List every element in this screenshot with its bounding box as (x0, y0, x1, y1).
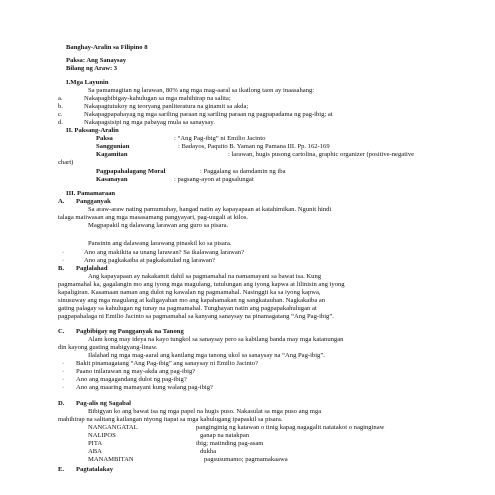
paksa-value: : “Ang Pag-ibig” ni Emilio Jacinto (174, 135, 266, 142)
bullet-marker: · (62, 360, 65, 367)
kasanayan-label: Kasanayan (96, 176, 128, 183)
paglalahad-paragraph-line: kapaligiran. Kasamaan naman ang dulot ng kawalan ng pagmamahal. Nasinggit ka sa iyong kapwa, (58, 289, 321, 296)
vocab-meaning: dukha (200, 448, 217, 455)
bullet-marker: · (62, 249, 65, 256)
sagabal-paragraph-line: mahihirap na salitang kailangan niyong itapat sa mga kahulugang ipapaskil sa pisara. (58, 416, 283, 423)
section-c-marker: C. (58, 328, 65, 335)
objective-item: Nakapagtutukoy ng teoryang panliteratura na ginamit sa akda; (84, 103, 249, 110)
bullet-marker: · (62, 376, 65, 383)
paglalahad-paragraph-line: Ang kapayapaan ay nakakamit dahil sa pagmamahal na namamayani sa bawat isa. Kung (88, 273, 322, 280)
tanong-instruction: Ilalahad ng mga mag-aaral ang kanilang mga tanong ukol sa sanaysay na “Ang Pag-ibig”. (88, 352, 325, 359)
objective-marker: a. (58, 95, 63, 102)
vocab-meaning: pagsusumamo; pagmamakaawa (204, 456, 288, 463)
pangganyak-paragraph-line: Magpapakil ng dalawang larawan ang guro sa pisara. (88, 222, 229, 229)
paglalahad-paragraph-line: gating palagay sa kahulugan ng tunay na pagmamahal. Tunghayan natin ang pagpapakahulugan at (58, 305, 317, 312)
bullet-marker: · (62, 257, 65, 264)
vocab-meaning: panginginig ng katawan o tinig kapag nagagalit natatakot o naginginaw (196, 424, 385, 431)
tanong-question: Paano inilarawan ng may-akda ang pag-ibig? (76, 368, 196, 375)
section-2-heading: II. Paksang-Aralin (66, 127, 119, 134)
vocab-word: NANGANGATAL (88, 424, 138, 431)
section-b-heading: Paglalahad (76, 265, 108, 272)
objective-marker: c. (58, 111, 63, 118)
objective-marker: b. (58, 103, 63, 110)
vocab-meaning: ibig; matinding pag-asam (196, 440, 264, 447)
pangganyak-paragraph-line: Sa araw-araw nating pamumuhay, hangad natin ay kapayapaan at katahimikan. Ngunit hindi (88, 206, 332, 213)
kagamitan-value: : larawan, hugis pusong cartolina, graphic organizer (positive-negative (228, 151, 415, 158)
sanggunian-value: : Badayos, Paquito B. Yaman ng Pamana III. Pp. 162-169 (178, 143, 330, 150)
paksa-line: Paksa: Ang Sanaysay (66, 57, 127, 64)
objectives-intro: Sa pamamagitan ng larawan, 80% ang mga mag-aaral sa ikatlong taon ay inaasahang: (88, 87, 315, 94)
kasanayan-value: : pagsang-ayon at pagsalungat (174, 176, 254, 183)
bullet-marker: · (62, 368, 65, 375)
section-1-heading: I.Mga Layunin (66, 79, 109, 86)
vocab-word: MANAMBITAN (88, 456, 134, 463)
kagamitan-label: Kagamitan (96, 151, 128, 158)
section-e-heading: Pagtatalakay (76, 466, 113, 473)
vocab-word: ABA (88, 448, 102, 455)
pangganyak-question: Ano ang makikita sa unang larawan? Sa ikalawang larawan? (84, 249, 245, 256)
sanggunian-label: Sanggunian (96, 143, 130, 150)
pagpapahalaga-label: Pagpapahalagang Moral (96, 168, 166, 175)
pangganyak-instruction: Pansinin ang dalawang larawang pinaskil ko sa pisara. (88, 240, 232, 247)
pangganyak-paragraph-line: talaga maiiwasan ang mga masasamang pangyayari, pag-uugali at kilos. (58, 214, 249, 221)
section-e-marker: E. (58, 466, 65, 473)
objective-item: Nakapagbibigay-kahulugan sa mga mahihirap na salita; (84, 95, 231, 102)
section-d-heading: Pag-alis ng Sagabal (76, 400, 131, 407)
objective-item: Nakapagsisipi ng mga pabayag mula sa sanaysay. (84, 119, 215, 126)
paglalahad-paragraph-line: sinusuway ang mga magulang at kaligayahan mo ang kapahamakan ng sangkatauhan. Nagkakaiba an (58, 297, 326, 304)
tanong-question: Ano ang maaring mamayani kung walang pag-ibig? (76, 384, 213, 391)
sagabal-paragraph-line: Bibigyan ko ang bawat isa ng mga papel na hugis puso. Nakasulat sa mga puso ang mga (88, 408, 322, 415)
vocab-word: NALIPOS (88, 432, 116, 439)
paglalahad-paragraph-line: pagmamahal ka, gagalangin mo ang iyong mga magulang, tutulungan ang iyong kapwa at lilinisin ang iyong (58, 281, 345, 288)
section-a-marker: A. (58, 198, 65, 205)
pagpapahalaga-value: : Paggalang sa damdamin ng iba (200, 168, 286, 175)
tanong-question: Ano ang magagandang dulot ng pag-ibig? (76, 376, 187, 383)
objective-marker: d. (58, 119, 63, 126)
pangganyak-question: Ano ang pagkakaiba at pagkakatulad ng larawan? (84, 257, 216, 264)
bullet-marker: · (62, 384, 65, 391)
section-c-heading: Pagbibigay ng Pangganyak na Tanong (76, 328, 184, 335)
vocab-meaning: ganap na natakpan (200, 432, 250, 439)
section-a-heading: Pangganyak (76, 198, 111, 205)
tanong-question: Bakit pinamagatang “Ang Pag-ibig” ang sanaysay ni Emilio Jacinto? (76, 360, 259, 367)
vocab-word: PITA (88, 440, 103, 447)
document-title: Banghay-Aralin sa Filipino 8 (66, 44, 148, 51)
section-d-marker: D. (58, 400, 65, 407)
bilang-ng-araw-line: Bilang ng Araw: 3 (66, 65, 118, 72)
section-3-heading: III. Pamamaraan (66, 190, 116, 197)
paksa-label: Paksa (96, 135, 113, 142)
kagamitan-continuation: chart) (58, 159, 74, 166)
tanong-paragraph-line: Alam kong may ideya na kayo tungkol sa sanaysay pero sa kabilang banda may mga katanungan (88, 336, 344, 343)
section-b-marker: B. (58, 265, 65, 272)
paglalahad-paragraph-line: pagpapahalaga ni Emilio Jacinto sa pagmamahal sa kanyang sanaysay na pinamagatang “Ang Pag-ibig”. (58, 313, 334, 320)
objective-item: Nakapagpapahayag ng mga sariling paraan ng sariling paraan ng pagpapadama ng pag-ibig; at (84, 111, 333, 118)
tanong-paragraph-line: din kayong gusting mabigyang-linaw. (58, 344, 158, 351)
